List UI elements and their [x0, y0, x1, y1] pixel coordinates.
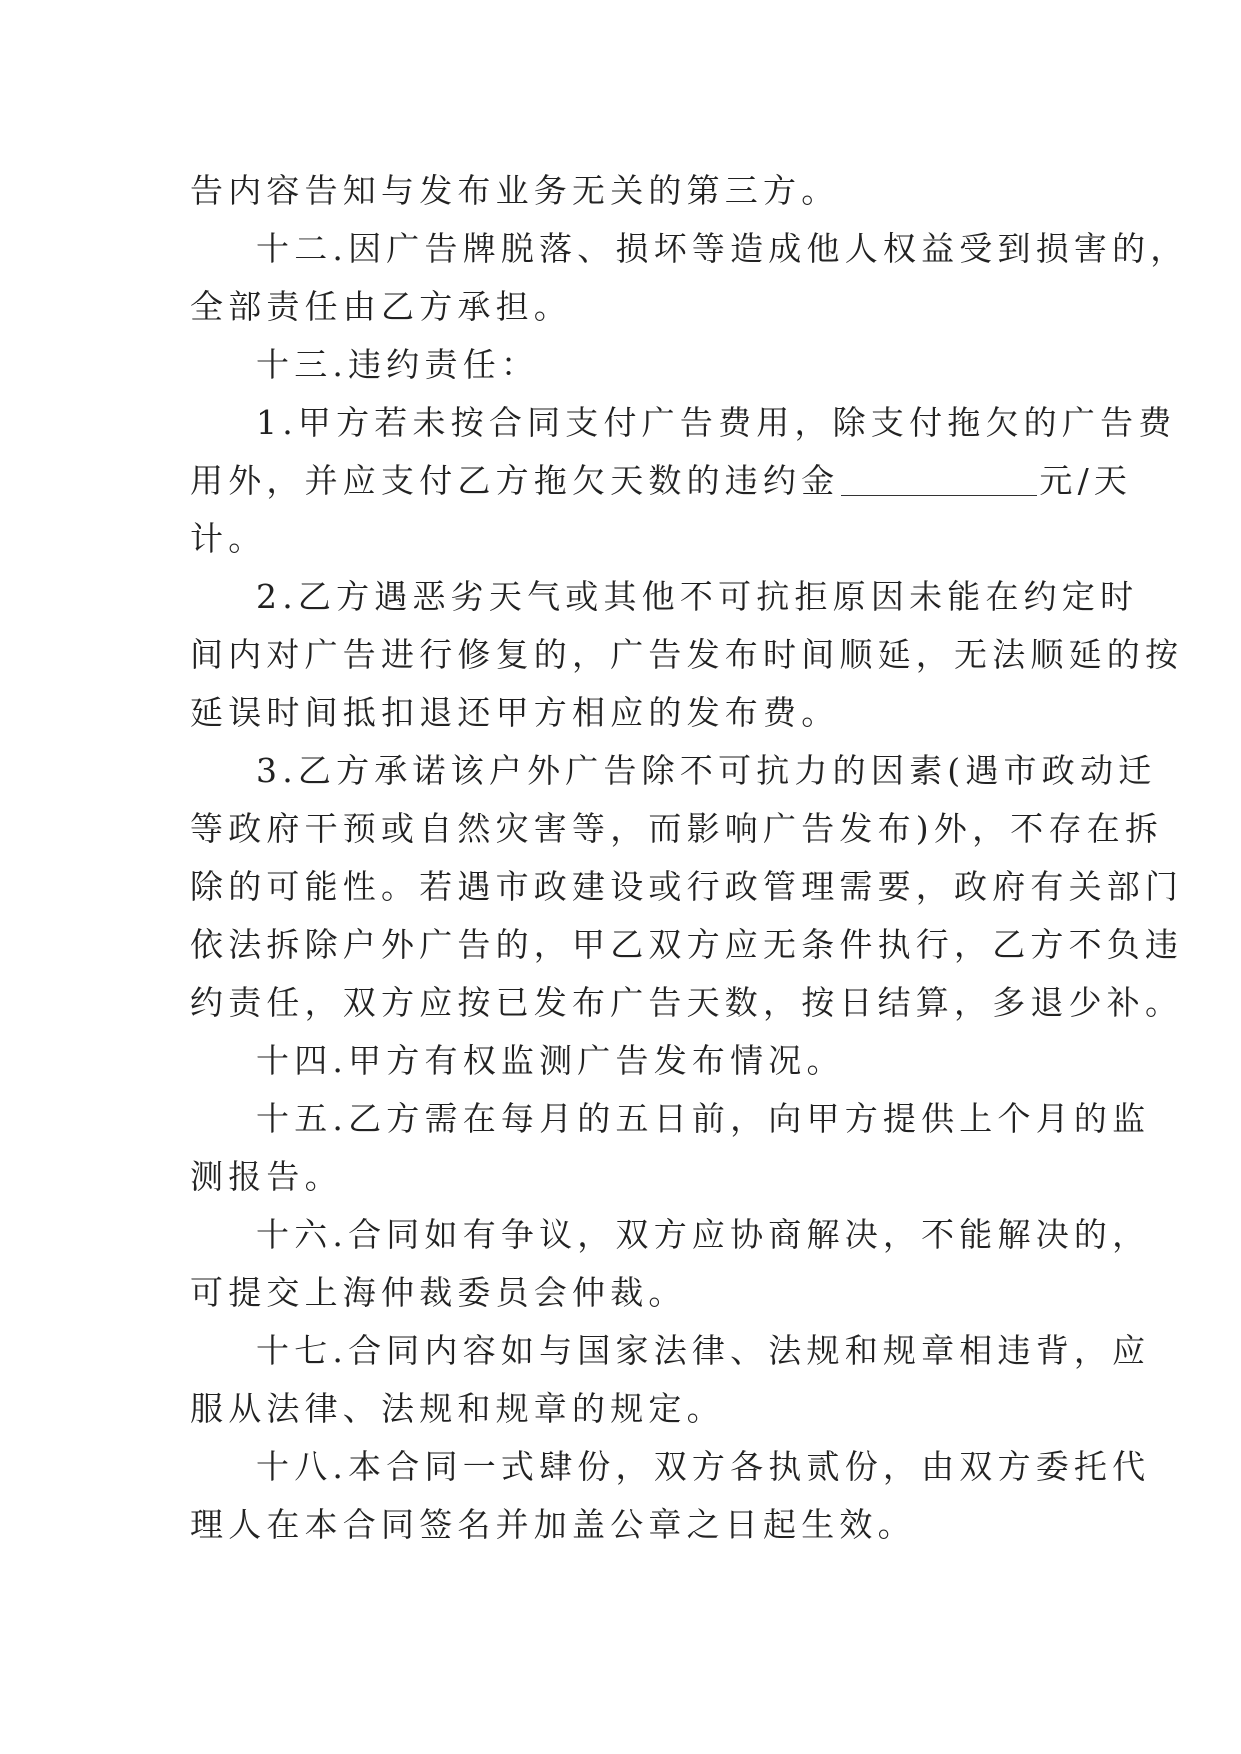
clause-14-line-1: 十四.甲方有权监测广告发布情况。 [256, 1041, 845, 1080]
clause-16-line-1: 十六.合同如有争议，双方应协商解决，不能解决的， [256, 1215, 1151, 1254]
item-3-line-1: 3.乙方承诺该户外广告除不可抗力的因素(遇市政动迁 [256, 751, 1157, 790]
item-1-line-2-text: 用外，并应支付乙方拖欠天数的违约金 [190, 461, 840, 500]
item-3-line-2: 等政府干预或自然灾害等，而影响广告发布)外，不存在拆 [190, 809, 1164, 848]
clause-15-line-2: 测报告。 [190, 1157, 343, 1196]
item-2-line-2: 间内对广告进行修复的，广告发布时间顺延，无法顺延的按 [190, 635, 1184, 674]
clause-18-line-1: 十八.本合同一式肆份，双方各执贰份，由双方委托代 [256, 1447, 1151, 1486]
item-3-line-3: 除的可能性。若遇市政建设或行政管理需要，政府有关部门 [190, 867, 1184, 906]
clause-12-line-1: 十二.因广告牌脱落、损坏等造成他人权益受到损害的， [256, 229, 1189, 268]
item-2-line-1: 2.乙方遇恶劣天气或其他不可抗拒原因未能在约定时 [256, 577, 1139, 616]
item-1-line-1: 1.甲方若未按合同支付广告费用，除支付拖欠的广告费 [256, 403, 1177, 442]
item-1-line-3: 计。 [190, 519, 267, 558]
clause-17-line-1: 十七.合同内容如与国家法律、法规和规章相违背，应 [256, 1331, 1151, 1370]
clause-16-line-2: 可提交上海仲裁委员会仲裁。 [190, 1273, 687, 1312]
item-3-line-4: 依法拆除户外广告的，甲乙双方应无条件执行，乙方不负违 [190, 925, 1184, 964]
item-1-line-2 [190, 452, 1133, 510]
clause-18-line-2: 理人在本合同签名并加盖公章之日起生效。 [190, 1505, 916, 1544]
document-body [190, 162, 1189, 1554]
clause-13-heading: 十三.违约责任： [256, 345, 540, 384]
text-line: 告内容告知与发布业务无关的第三方。 [190, 171, 840, 210]
item-2-line-3: 延误时间抵扣退还甲方相应的发布费。 [190, 693, 840, 732]
penalty-unit-text: 元/天 [1039, 461, 1133, 500]
penalty-amount-blank [841, 465, 1037, 496]
clause-15-line-1: 十五.乙方需在每月的五日前，向甲方提供上个月的监 [256, 1099, 1151, 1138]
clause-12-line-2: 全部责任由乙方承担。 [190, 287, 572, 326]
clause-17-line-2: 服从法律、法规和规章的规定。 [190, 1389, 725, 1428]
item-3-line-5: 约责任，双方应按已发布广告天数，按日结算，多退少补。 [190, 983, 1184, 1022]
